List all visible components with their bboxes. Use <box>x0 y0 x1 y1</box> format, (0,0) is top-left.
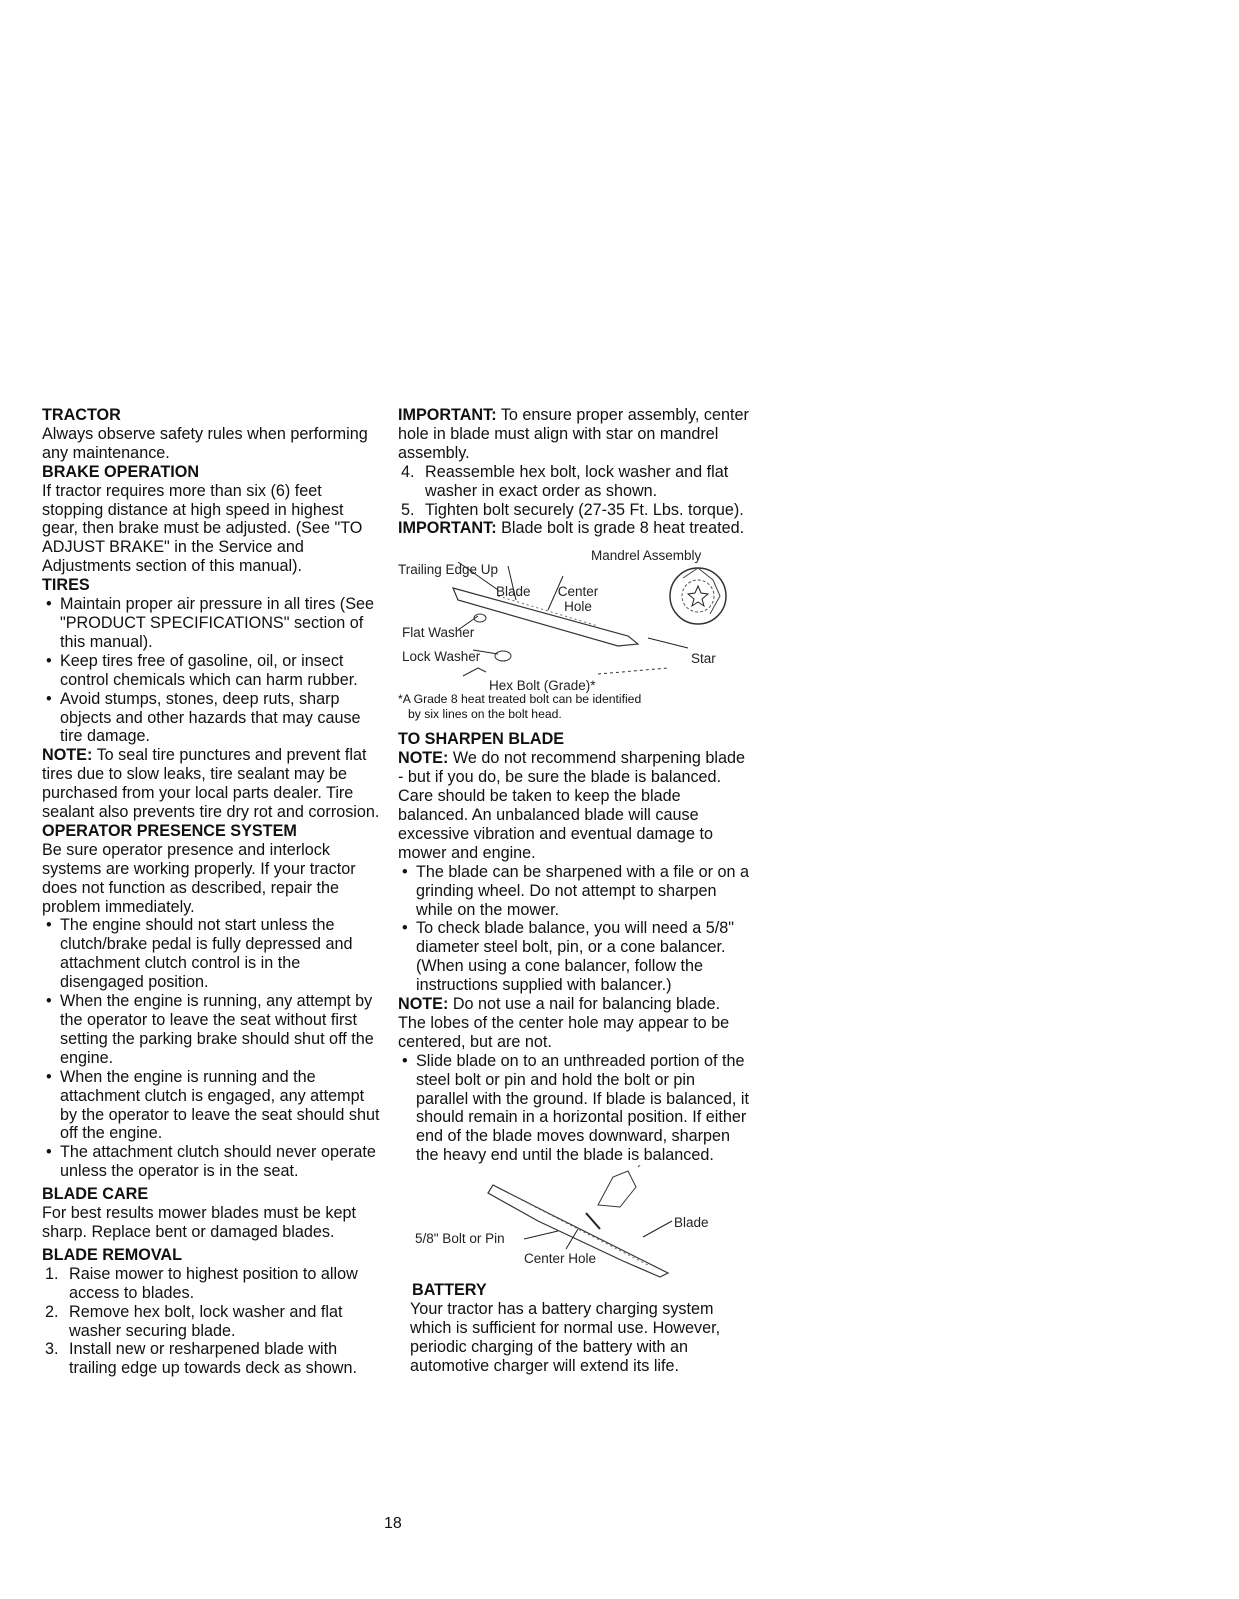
center-hole-label: Center Hole <box>557 584 599 615</box>
sharpen-list <box>398 863 750 995</box>
battery-text: Your tractor has a battery charging system which is sufficient for normal use. However, periodic charging of the battery with an automotive charger will extend its life. <box>410 1300 721 1375</box>
left-column <box>42 406 380 1378</box>
balance-list <box>398 1052 750 1165</box>
tires-heading: TIRES <box>42 576 90 595</box>
sharpen-text: Care should be taken to keep the blade balanced. An unbalanced blade will cause excessive vibration and eventual damage to mower and engine. <box>398 787 713 862</box>
mandrel-assembly-label: Mandrel Assembly <box>591 548 702 564</box>
sharpen-blade-heading: TO SHARPEN BLADE <box>398 730 565 749</box>
mandrel-assembly-figure <box>398 538 750 694</box>
bolt-pin-label: 5/8" Bolt or Pin <box>415 1231 505 1247</box>
blade-balance-figure <box>398 1165 750 1281</box>
sharpen-note-text: We do not recommend sharpening blade - but if you do, be sure the blade is balanced. <box>398 749 746 787</box>
center-hole-label: Center Hole <box>524 1251 597 1267</box>
operator-presence-text: Be sure operator presence and interlock systems are working properly. If your tractor does not function as described, repair the problem immediately. <box>42 840 356 916</box>
page-number: 18 <box>384 1515 402 1532</box>
list-item: • The engine should not start unless the clutch/brake pedal is fully depressed and attachment clutch control is in the disengaged position. <box>42 916 380 992</box>
blade-label: Blade <box>496 584 531 600</box>
list-item: • When the engine is running, any attempt by the operator to leave the seat without first setting the parking brake should shut off the engine. <box>42 992 380 1068</box>
sharpen-note <box>398 749 750 787</box>
blade-label: Blade <box>674 1215 709 1231</box>
balance-note <box>398 995 750 1052</box>
important-text: Blade bolt is grade 8 heat treated. <box>501 519 745 538</box>
lock-washer-label: Lock Washer <box>402 649 481 665</box>
star-label: Star <box>691 651 716 667</box>
trailing-edge-label: Trailing Edge Up <box>398 562 499 578</box>
important-text: To ensure proper assembly, center hole in blade must align with star on mandrel assembly. <box>398 406 749 462</box>
important-label: IMPORTANT: <box>398 519 497 538</box>
hex-bolt-label: Hex Bolt (Grade)* <box>489 678 596 694</box>
step-text: Install new or resharpened blade with trailing edge up towards deck as shown. <box>69 1340 357 1378</box>
blade-removal-heading: BLADE REMOVAL <box>42 1245 182 1264</box>
list-item: • To check blade balance, you will need a 5/8" diameter steel bolt, pin, or a cone balancer. (When using a cone balancer, follow the instructions supplied with balancer.) <box>398 919 750 995</box>
tractor-heading: TRACTOR <box>42 406 121 424</box>
important-label: IMPORTANT: <box>398 406 497 424</box>
step-number: 1. <box>45 1264 59 1283</box>
list-item: • Slide blade on to an unthreaded portion of the steel bolt or pin and hold the bolt or pin parallel with the ground. If blade is balanced, it should remain in a horizontal position. If either end of the blade moves downward, sharpen the heavy end until the blade is balanced. <box>398 1052 750 1165</box>
list-item: • Maintain proper air pressure in all tires (See "PRODUCT SPECIFICATIONS" section of this manual). <box>42 595 380 652</box>
list-item: • Avoid stumps, stones, deep ruts, sharp objects and other hazards that may cause tire damage. <box>42 690 380 747</box>
list-item <box>42 1303 380 1341</box>
step-number: 3. <box>45 1340 59 1359</box>
caption-line-2: by six lines on the bolt head. <box>408 707 562 722</box>
note-label: NOTE: <box>398 995 449 1014</box>
battery-heading: BATTERY <box>412 1281 487 1300</box>
list-item: • The attachment clutch should never operate unless the operator is in the seat. <box>42 1143 380 1181</box>
step-number: 4. <box>401 462 415 481</box>
tractor-text: Always observe safety rules when performing any maintenance. <box>42 424 368 462</box>
flat-washer-label: Flat Washer <box>402 625 475 641</box>
caption-line-1: *A Grade 8 heat treated bolt can be identified <box>398 692 642 707</box>
list-item: • Keep tires free of gasoline, oil, or insect control chemicals which can harm rubber. <box>42 652 380 690</box>
tires-note-text: To seal tire punctures and prevent flat tires due to slow leaks, tire sealant may be purchased from your local parts dealer. Tire sealant also prevents tire dry rot and corrosion. <box>42 746 380 822</box>
list-item: • The blade can be sharpened with a file or on a grinding wheel. Do not attempt to sharpen while on the mower. <box>398 863 750 920</box>
tires-note <box>42 746 380 822</box>
list-item: • When the engine is running and the attachment clutch is engaged, any attempt by the operator to leave the seat should shut off the engine. <box>42 1068 380 1144</box>
list-item <box>42 1340 380 1378</box>
note-label: NOTE: <box>398 749 449 768</box>
step-text: Reassemble hex bolt, lock washer and flat washer in exact order as shown. <box>425 462 729 500</box>
blade-removal-steps <box>42 1265 380 1378</box>
reassembly-steps <box>398 463 750 520</box>
brake-operation-text: If tractor requires more than six (6) feet stopping distance at high speed in highest gear, then brake must be adjusted. (See "TO ADJUST BRAKE" in the Service and Adjustments section of this manual). <box>42 481 363 576</box>
important-note-1 <box>398 406 750 463</box>
important-note-2 <box>398 519 750 538</box>
step-text: Remove hex bolt, lock washer and flat washer securing blade. <box>69 1302 343 1340</box>
blade-care-text: For best results mower blades must be kept sharp. Replace bent or damaged blades. <box>42 1204 356 1241</box>
operator-presence-list <box>42 916 380 1181</box>
blade-care-heading: BLADE CARE <box>42 1185 149 1204</box>
step-text: Tighten bolt securely (27-35 Ft. Lbs. torque). <box>425 500 744 519</box>
brake-operation-heading: BRAKE OPERATION <box>42 462 200 481</box>
right-column <box>398 406 750 1376</box>
step-text: Raise mower to highest position to allow access to blades. <box>69 1264 358 1302</box>
list-item <box>398 501 750 520</box>
step-number: 5. <box>401 500 415 519</box>
tires-list <box>42 595 380 746</box>
figure-caption <box>398 692 750 722</box>
step-number: 2. <box>45 1302 59 1321</box>
note-label: NOTE: <box>42 746 93 765</box>
balance-note-text: Do not use a nail for balancing blade. The lobes of the center hole may appear to be centered, but are not. <box>398 995 730 1051</box>
list-item <box>42 1265 380 1303</box>
operator-presence-heading: OPERATOR PRESENCE SYSTEM <box>42 821 297 840</box>
list-item <box>398 463 750 501</box>
